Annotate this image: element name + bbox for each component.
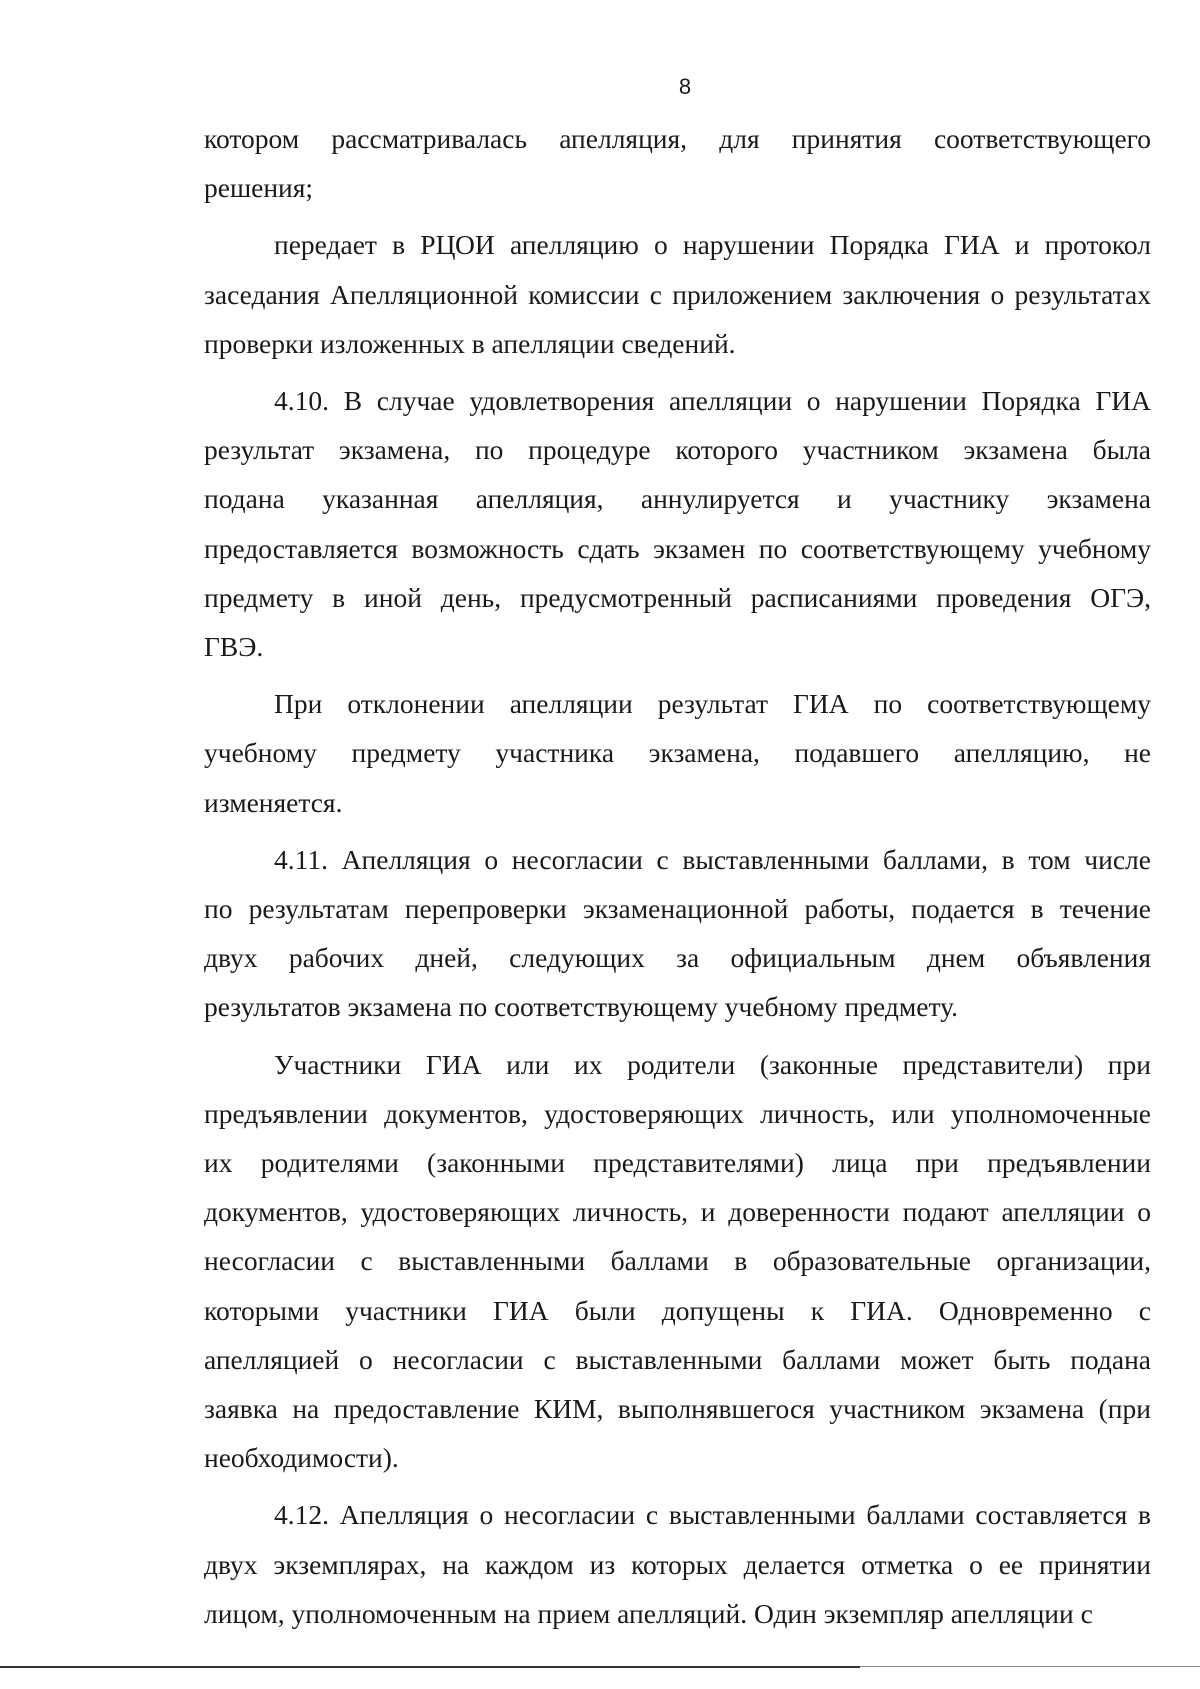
document-body [204, 114, 1151, 1646]
text-line: котором рассматривалась апелляция, для принятия соответствующего [204, 123, 1151, 154]
text-line: 4.10. В случае удовлетворения апелляции о нарушении Порядка ГИА [274, 385, 1151, 417]
text-line: 4.12. Апелляция о несогласии с выставленными баллами составляется в [274, 1499, 1151, 1531]
text-line: двух рабочих дней, следующих за официальным днем объявления [204, 942, 1151, 974]
page-number: 8 [678, 74, 692, 99]
text-line: которыми участники ГИА были допущены к ГИА. Одновременно с [204, 1294, 1151, 1326]
text-line: изменяется. [204, 786, 343, 818]
paragraph [204, 376, 1151, 671]
paragraph [204, 220, 1151, 368]
paragraph [204, 835, 1151, 1032]
text-line: предъявлении документов, удостоверяющих личность, или уполномоченные [204, 1097, 1151, 1129]
text-line: 4.11. Апелляция о несогласии с выставленными баллами, в том числе [274, 843, 1151, 875]
text-line: несогласии с выставленными баллами в образовательные организации, [204, 1245, 1151, 1277]
text-line: предмету в иной день, предусмотренный расписаниями проведения ОГЭ, [204, 581, 1151, 613]
text-line: заявка на предоставление КИМ, выполнявшегося участником экзамена (при [204, 1393, 1151, 1425]
text-line: Участники ГИА или их родители (законные представители) при [274, 1048, 1151, 1080]
text-line: При отклонении апелляции результат ГИА по соответствующему [274, 688, 1151, 720]
text-line: их родителями (законными представителями) лица при предъявлении [204, 1147, 1151, 1179]
text-line: проверки изложенных в апелляции сведений. [204, 327, 736, 359]
text-line: подана указанная апелляция, аннулируется и участнику экзамена [204, 483, 1151, 515]
text-line: по результатам перепроверки экзаменационной работы, подается в течение [204, 893, 1151, 925]
text-line: учебному предмету участника экзамена, подавшего апелляцию, не [204, 737, 1151, 769]
scan-edge-line-faint [860, 1666, 1200, 1667]
text-line: необходимости). [204, 1442, 399, 1474]
paragraph [204, 1490, 1151, 1638]
text-line: результатов экзамена по соответствующему учебному предмету. [204, 991, 958, 1023]
text-line: результат экзамена, по процедуре которого участником экзамена была [204, 434, 1151, 466]
text-line: заседания Апелляционной комиссии с приложением заключения о результатах [204, 278, 1151, 310]
text-line: предоставляется возможность сдать экзамен по соответствующему учебному [204, 532, 1151, 564]
text-line: лицом, уполномоченным на прием апелляций. Один экземпляр апелляции с [204, 1597, 1093, 1629]
scan-edge-line [0, 1666, 860, 1668]
paragraph [204, 679, 1151, 827]
text-line: ГВЭ. [204, 631, 264, 663]
paragraph [204, 1040, 1151, 1483]
text-line: двух экземплярах, на каждом из которых делается отметка о ее принятии [204, 1548, 1151, 1580]
paragraph [204, 114, 1151, 212]
text-line: передает в РЦОИ апелляцию о нарушении Порядка ГИА и протокол [274, 229, 1151, 261]
text-line: решения; [204, 172, 314, 204]
text-line: апелляцией о несогласии с выставленными баллами может быть подана [204, 1343, 1151, 1375]
text-line: документов, удостоверяющих личность, и доверенности подают апелляции о [204, 1196, 1151, 1228]
